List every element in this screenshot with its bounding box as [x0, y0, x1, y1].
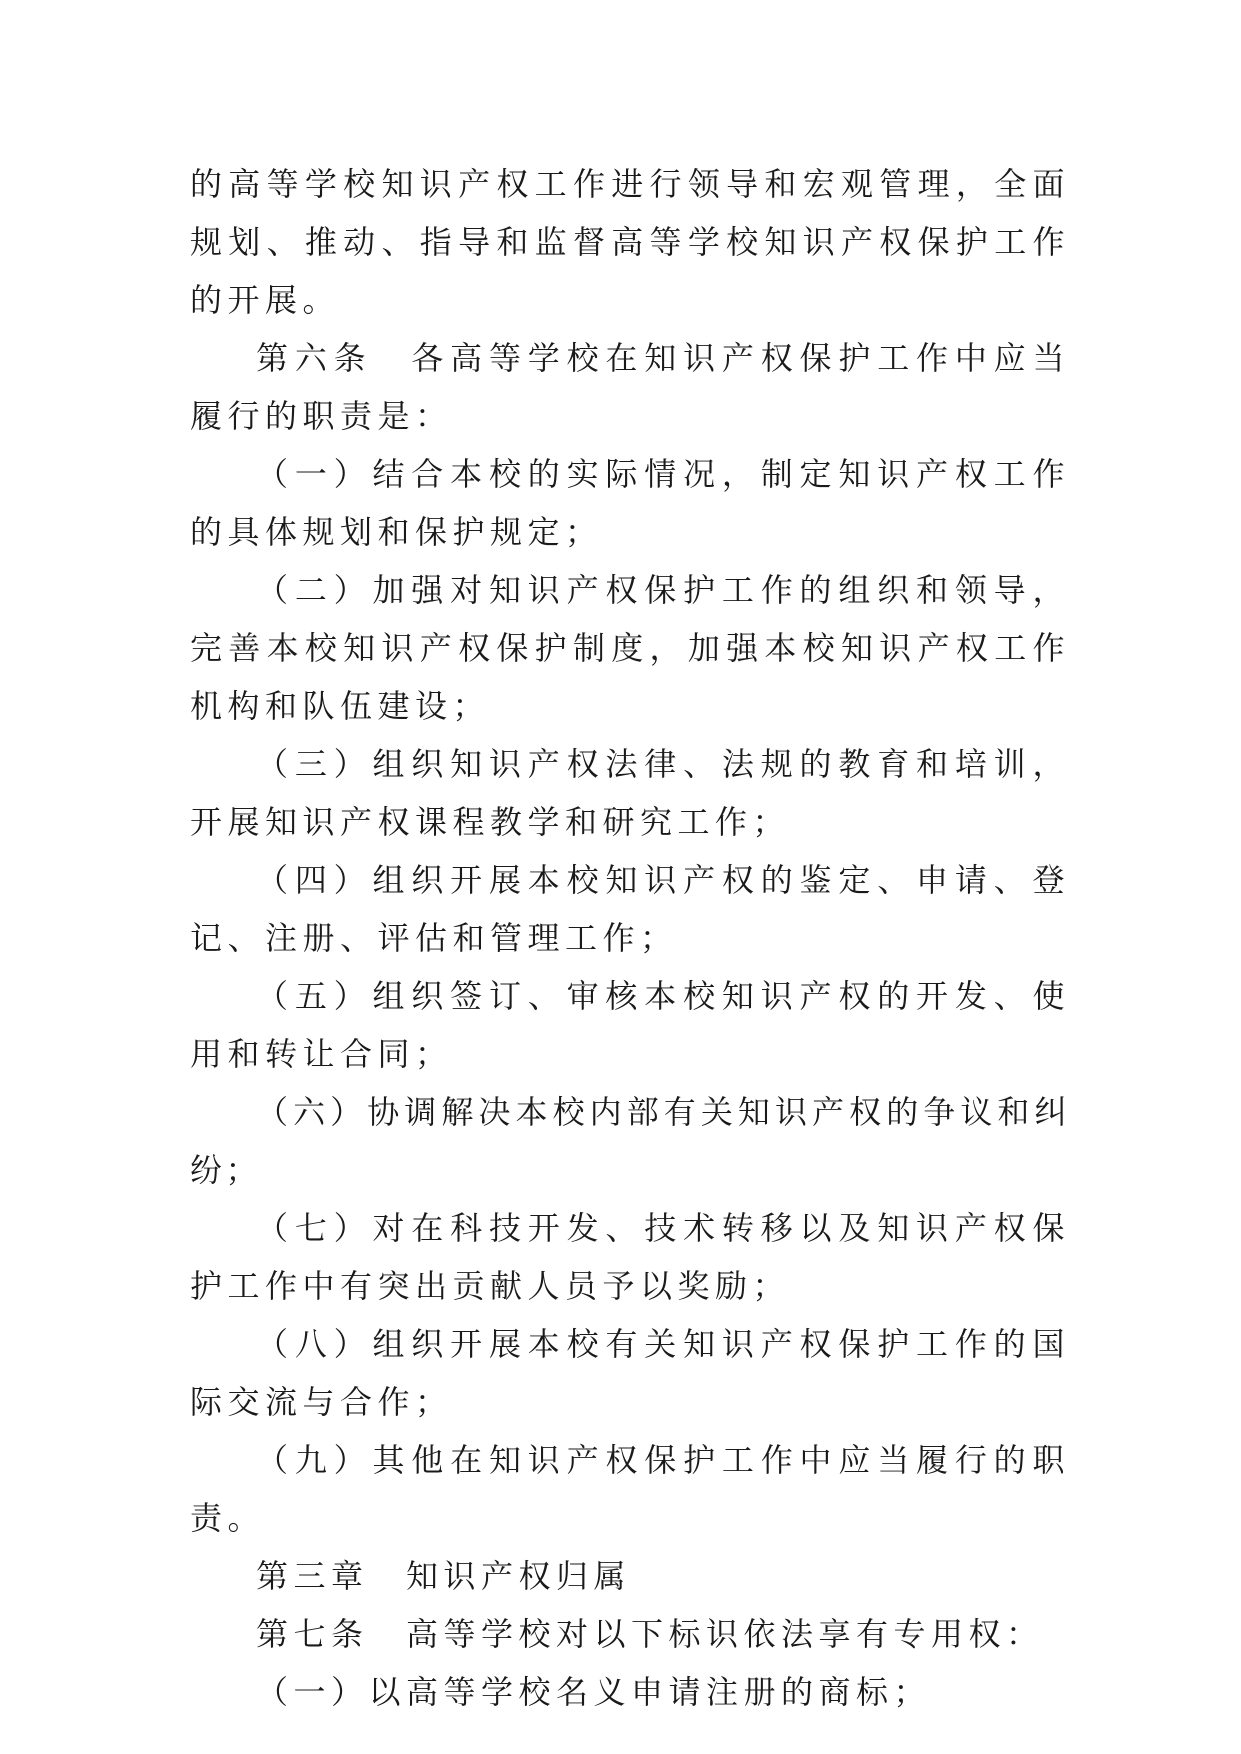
- article-6-item-8: （八）组织开展本校有关知识产权保护工作的国际交流与合作；: [190, 1325, 1070, 1421]
- document-body: [190, 155, 1070, 1721]
- article-6-item-7: （七）对在科技开发、技术转移以及知识产权保护工作中有突出贡献人员予以奖励；: [190, 1209, 1070, 1305]
- article-6-heading: 第六条 各高等学校在知识产权保护工作中应当履行的职责是：: [190, 339, 1070, 435]
- article-6-item-1: （一）结合本校的实际情况，制定知识产权工作的具体规划和保护规定；: [190, 455, 1070, 551]
- article-6-item-6: （六）协调解决本校内部有关知识产权的争议和纠纷；: [190, 1093, 1070, 1189]
- paragraph-continued: 的高等学校知识产权工作进行领导和宏观管理，全面规划、推动、指导和监督高等学校知识产权保护工作的开展。: [190, 165, 1070, 319]
- article-6-item-9: （九）其他在知识产权保护工作中应当履行的职责。: [190, 1441, 1070, 1537]
- article-6-item-3: （三）组织知识产权法律、法规的教育和培训，开展知识产权课程教学和研究工作；: [190, 745, 1070, 841]
- article-7-item-1: （一）以高等学校名义申请注册的商标；: [256, 1673, 932, 1711]
- article-6-item-2: （二）加强对知识产权保护工作的组织和领导，完善本校知识产权保护制度，加强本校知识产权工作机构和队伍建设；: [190, 571, 1070, 725]
- article-6-item-4: （四）组织开展本校知识产权的鉴定、申请、登记、注册、评估和管理工作；: [190, 861, 1070, 957]
- chapter-3-heading: 第三章 知识产权归属: [256, 1557, 632, 1595]
- article-6-item-5: （五）组织签订、审核本校知识产权的开发、使用和转让合同；: [190, 977, 1070, 1073]
- article-7-heading: 第七条 高等学校对以下标识依法享有专用权：: [256, 1615, 1044, 1653]
